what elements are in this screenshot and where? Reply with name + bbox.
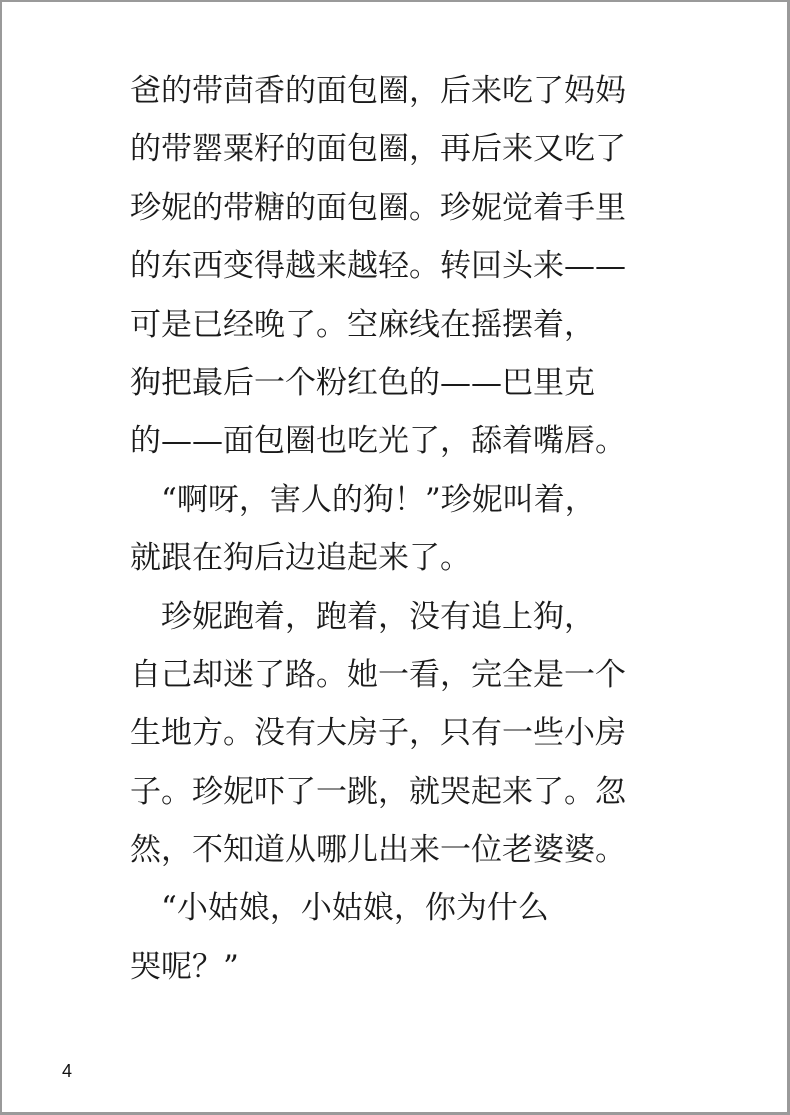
text-line: 就跟在狗后边追起来了。 (130, 540, 471, 577)
text-line: 的——面包圈也吃光了，舔着嘴唇。 (130, 423, 626, 460)
text-line: 爸的带茴香的面包圈，后来吃了妈妈 (130, 73, 626, 109)
text-line: 的东西变得越来越轻。转回头来—— (130, 248, 626, 285)
text-line: 珍妮跑着，跑着，没有追上狗， (130, 598, 595, 635)
page-number: 4 (62, 1061, 73, 1081)
text-line: “小姑娘，小姑娘，你为什么 (130, 890, 549, 927)
text-line: 的带罂粟籽的面包圈，再后来又吃了 (130, 131, 626, 168)
text-line: 珍妮的带糖的面包圈。珍妮觉着手里 (130, 189, 626, 226)
text-line: 狗把最后一个粉红色的——巴里克 (130, 364, 595, 401)
text-line: 自己却迷了路。她一看，完全是一个 (130, 656, 626, 693)
page-text-block (130, 62, 720, 996)
text-line: 子。珍妮吓了一跳，就哭起来了。忽 (130, 773, 626, 810)
text-line: 可是已经晚了。空麻线在摇摆着， (130, 306, 595, 343)
text-line: “啊呀，害人的狗！”珍妮叫着， (130, 481, 596, 518)
text-line: 生地方。没有大房子，只有一些小房 (130, 715, 626, 752)
text-line: 哭呢？” (130, 948, 239, 985)
text-line: 然，不知道从哪儿出来一位老婆婆。 (130, 832, 626, 869)
